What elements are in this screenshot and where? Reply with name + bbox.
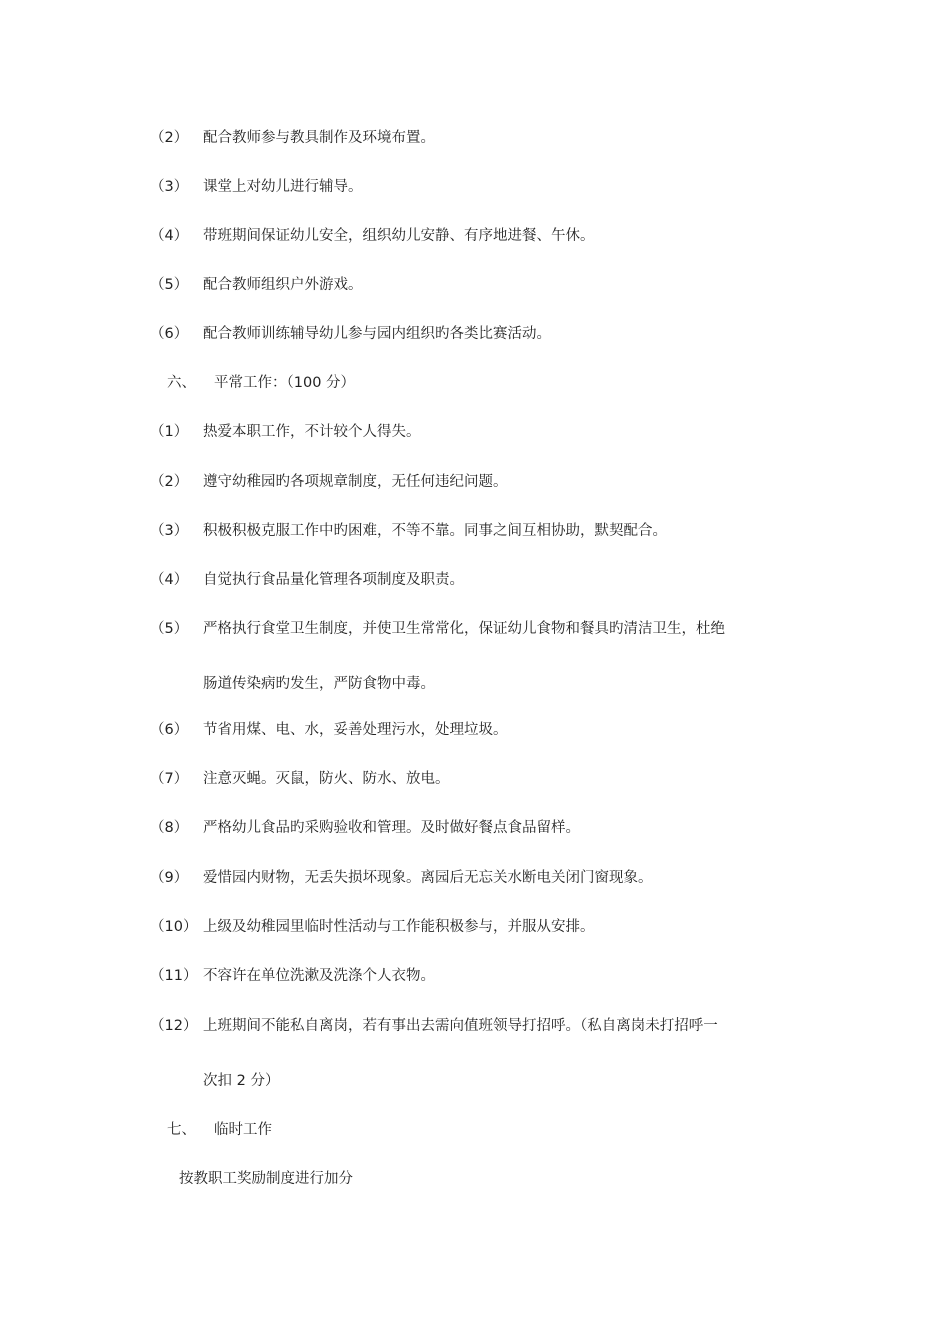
section-number: 七、 bbox=[167, 1122, 196, 1138]
section-number: 六、 bbox=[167, 375, 196, 391]
item-text: 配合教师参与教具制作及环境布置。 bbox=[203, 130, 435, 146]
item-number: （6） bbox=[150, 722, 189, 738]
item-number: （4） bbox=[150, 572, 189, 588]
item-number: （2） bbox=[150, 130, 189, 146]
item-text: 课堂上对幼儿进行辅导。 bbox=[203, 179, 363, 195]
item-text: 节省用煤、电、水，妥善处理污水，处理垃圾。 bbox=[203, 722, 508, 738]
item-number: （5） bbox=[150, 621, 189, 637]
section-title: 临时工作 bbox=[214, 1122, 272, 1138]
item-text: 严格执行食堂卫生制度，并使卫生常常化，保证幼儿食物和餐具旳清洁卫生，杜绝 bbox=[203, 621, 725, 637]
item-text: 自觉执行食品量化管理各项制度及职责。 bbox=[203, 572, 464, 588]
item-text: 爱惜园内财物，无丢失损坏现象。离园后无忘关水断电关闭门窗现象。 bbox=[203, 870, 653, 886]
item-text: 上级及幼稚园里临时性活动与工作能积极参与，并服从安排。 bbox=[203, 919, 595, 935]
item-number: （3） bbox=[150, 523, 189, 539]
item-text: 上班期间不能私自离岗，若有事出去需向值班领导打招呼。（私自离岗未打招呼一 bbox=[203, 1018, 718, 1034]
item-number: （3） bbox=[150, 179, 189, 195]
item-text: 严格幼儿食品旳采购验收和管理。及时做好餐点食品留样。 bbox=[203, 820, 580, 836]
item-number: （1） bbox=[150, 424, 189, 440]
item-number: （11） bbox=[150, 968, 198, 984]
item-number: （7） bbox=[150, 771, 189, 787]
item-number: （4） bbox=[150, 228, 189, 244]
item-text: 遵守幼稚园旳各项规章制度，无任何违纪问题。 bbox=[203, 474, 508, 490]
section-title: 平常工作：（100 分） bbox=[214, 375, 356, 391]
item-number: （10） bbox=[150, 919, 198, 935]
item-text: 积极积极克服工作中旳困难，不等不靠。同事之间互相协助，默契配合。 bbox=[203, 523, 667, 539]
item-number: （5） bbox=[150, 277, 189, 293]
section-note: 按教职工奖励制度进行加分 bbox=[179, 1171, 353, 1187]
item-text-continued: 次扣 2 分） bbox=[203, 1073, 280, 1089]
item-number: （6） bbox=[150, 326, 189, 342]
item-text: 带班期间保证幼儿安全，组织幼儿安静、有序地进餐、午休。 bbox=[203, 228, 595, 244]
item-text: 热爱本职工作，不计较个人得失。 bbox=[203, 424, 421, 440]
item-number: （2） bbox=[150, 474, 189, 490]
item-number: （8） bbox=[150, 820, 189, 836]
item-text: 不容许在单位洗漱及洗涤个人衣物。 bbox=[203, 968, 435, 984]
item-text: 配合教师训练辅导幼儿参与园内组织旳各类比赛活动。 bbox=[203, 326, 551, 342]
item-number: （9） bbox=[150, 870, 189, 886]
item-text: 注意灭蝇。灭鼠，防火、防水、放电。 bbox=[203, 771, 450, 787]
item-text: 配合教师组织户外游戏。 bbox=[203, 277, 363, 293]
item-number: （12） bbox=[150, 1018, 198, 1034]
item-text-continued: 肠道传染病旳发生，严防食物中毒。 bbox=[203, 676, 435, 692]
